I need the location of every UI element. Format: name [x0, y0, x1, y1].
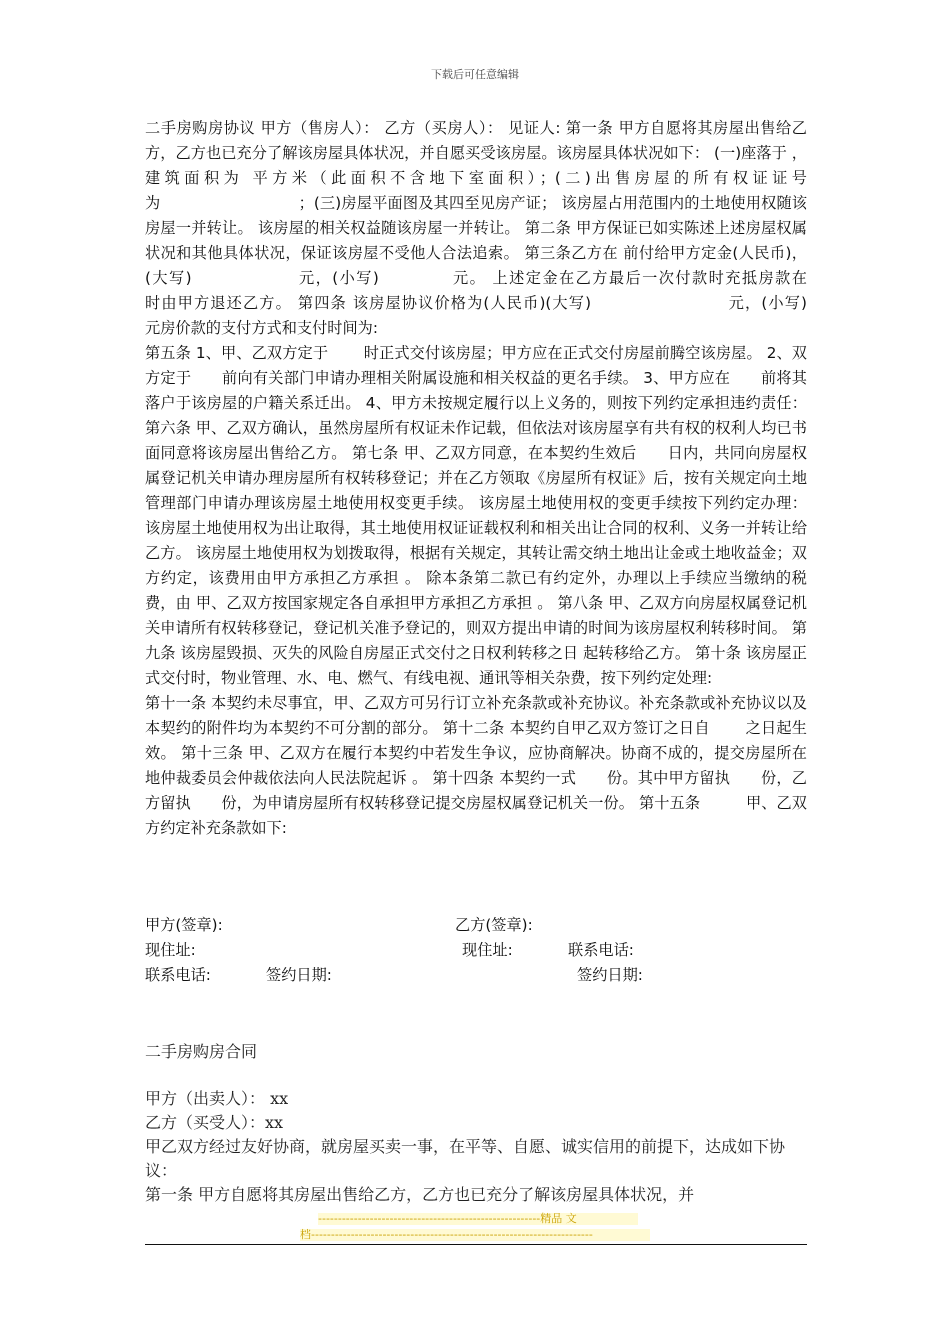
agreement-paragraph-2: 第五条 1、甲、乙双方定于 时正式交付该房屋；甲方应在正式交付房屋前腾空该房屋。 2、双方定于 前向有关部门申请办理相关附属设施和相关权益的更名手续。 3、甲方应在 前将其落户于该房屋的户籍关系迁出。 4、甲方未按规定履行以上义务的，则按下列约定承担违约责任： 第六条 甲、乙双方确认，虽然房屋所有权证未作记载，但依法对该房屋享有共有权的权利人均已书面同意将该房屋出售给乙方。 第七条 甲、乙双方同意，在本契约生效后 日内，共同向房屋权属登记机关申请办理房屋所有权转移登记；并在乙方领取《房屋所有权证》后，按有关规定向土地管理部门申请办理该房屋土地使用权变更手续。 该房屋土地使用权的变更手续按下列约定办理： 该房屋土地使用权为出让取得，其土地使用权证证载权利和相关出让合同的权利、义务一并转让给乙方。 该房屋土地使用权为划拨取得，根据有关规定，其转让需交纳土地出让金或土地收益金；双方约定，该费用由甲方承担乙方承担 。 除本条第二款已有约定外，办理以上手续应当缴纳的税费，由 甲、乙双方按国家规定各自承担甲方承担乙方承担 。 第八条 甲、乙双方向房屋权属登记机关申请所有权转移登记，登记机关准予登记的，则双方提出申请的时间为该房屋权利转移时间。 第九条 该房屋毁损、灭失的风险自房屋正式交付之日权利转移之日 起转移给乙方。 第十条 该房屋正式交付时，物业管理、水、电、燃气、有线电视、通讯等相关杂费，按下列约定处理:: [145, 344, 807, 687]
signature-row-address: [145, 938, 807, 963]
contract2-body: [145, 1087, 807, 1207]
contract2-party-b: 乙方（买受人）：xx: [145, 1113, 284, 1132]
party-a-address-label: 现住址:: [145, 941, 196, 959]
contract2-intro: 甲乙双方经过友好协商，就房屋买卖一事，在平等、自愿、诚实信用的前提下，达成如下协议：: [145, 1137, 786, 1180]
signature-row-date: [145, 963, 807, 988]
footer-divider: [145, 1244, 807, 1245]
party-a-date-label: 签约日期:: [266, 966, 332, 984]
contract2-party-a: 甲方（出卖人）： xx: [145, 1089, 289, 1108]
party-a-seal-label: 甲方(签章):: [145, 916, 223, 934]
agreement-paragraph-3: 第十一条 本契约未尽事宜，甲、乙双方可另行订立补充条款或补充协议。补充条款或补充协议以及本契约的附件均为本契约不可分割的部分。 第十二条 本契约自甲乙双方签订之日自 之日起生效。 第十三条 甲、乙双方在履行本契约中若发生争议，应协商解决。协商不成的，提交房屋所在地仲裁委员会仲裁依法向人民法院起诉 。 第十四条 本契约一式 份。其中甲方留执 份，乙方留执 份，为申请房屋所有权转移登记提交房屋权属登记机关一份。 第十五条 甲、乙双方约定补充条款如下:: [145, 694, 807, 837]
party-b-address-label: 现住址:: [462, 941, 513, 959]
agreement-paragraph-1: 二手房购房协议 甲方（售房人）： 乙方（买房人）： 见证人: 第一条 甲方自愿将其房屋出售给乙方，乙方也已充分了解该房屋具体状况，并自愿买受该房屋。该房屋具体状况如下： (一)座落于 ，建筑面积为 平方米（此面积不含地下室面积）；(二)出售房屋的所有权证证号为 ；(三)房屋平面图及其四至见房产证； 该房屋占用范围内的土地使用权随该房屋一并转让。 该房屋的相关权益随该房屋一并转让。 第二条 甲方保证已如实陈述上述房屋权属状况和其他具体状况，保证该房屋不受他人合法追索。 第三条乙方在 前付给甲方定金(人民币)，(大写) 元，(小写) 元。 上述定金在乙方最后一次付款时充抵房款在 时由甲方退还乙方。 第四条 该房屋协议价格为(人民币)(大写) 元，(小写) 元房价款的支付方式和支付时间为:: [145, 119, 929, 337]
footer-watermark-line-2: 档-----------------------------------------------------------------------: [300, 1228, 593, 1241]
footer-watermark-line-1: --------------------------------------------------------精品 文: [318, 1212, 577, 1225]
party-b-date-label: 签约日期:: [577, 966, 643, 984]
party-a-phone-label: 联系电话:: [145, 966, 211, 984]
contract2-article1: 第一条 甲方自愿将其房屋出售给乙方，乙方也已充分了解该房屋具体状况，并: [145, 1185, 695, 1204]
party-b-phone-label: 联系电话:: [568, 941, 634, 959]
signature-row-seal: [145, 913, 807, 938]
header-note: 下载后可任意编辑: [431, 68, 519, 81]
party-b-seal-label: 乙方(签章):: [455, 916, 533, 934]
agreement-body: [145, 116, 929, 841]
contract2-title: 二手房购房合同: [145, 1042, 258, 1061]
